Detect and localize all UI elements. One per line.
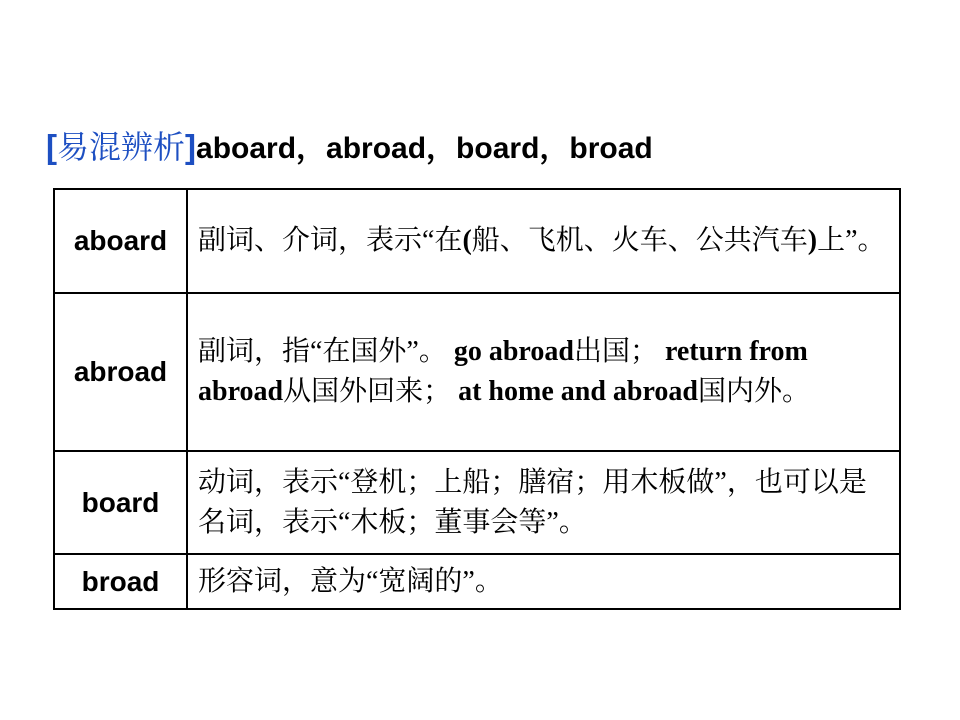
- definition-bold-segment: at home and abroad: [458, 376, 698, 407]
- definition-text-segment: 上”。: [817, 225, 886, 256]
- title-open-bracket: [: [46, 128, 57, 165]
- definition-cell-abroad: [187, 293, 900, 451]
- page-title: [46, 127, 653, 174]
- table-row-broad: [54, 554, 900, 609]
- definition-text-segment: 副词，指“在国外”。: [198, 336, 454, 367]
- table-row-aboard: [54, 189, 900, 293]
- definition-bold-segment: return from abroad: [198, 336, 808, 407]
- word-cell-board: board: [54, 451, 187, 554]
- title-en-words: aboard，abroad，board，broad: [196, 132, 653, 165]
- definition-text-segment: 出国；: [573, 336, 665, 367]
- title-cn-label: 易混辨析: [57, 129, 186, 165]
- table-row-board: [54, 451, 900, 554]
- definition-text-segment: 从国外回来；: [283, 376, 459, 407]
- word-comparison-table: [53, 188, 901, 610]
- definition-cell-aboard: [187, 189, 900, 293]
- definition-cell-board: [187, 451, 900, 554]
- definition-text-segment: 船、飞机、火车、公共汽车: [471, 225, 808, 256]
- definition-cell-broad: [187, 554, 900, 609]
- definition-bold-segment: ): [807, 225, 818, 256]
- word-cell-abroad: abroad: [54, 293, 187, 451]
- definition-text-segment: 国内外。: [697, 376, 810, 407]
- definition-bold-segment: (: [462, 225, 472, 256]
- definition-text-segment: 形容词，意为“宽阔的”。: [198, 565, 503, 597]
- definition-text-segment: 副词、介词，表示“在: [198, 225, 463, 256]
- table-row-abroad: [54, 293, 900, 451]
- word-cell-aboard: aboard: [54, 189, 187, 293]
- title-close-bracket: ]: [185, 128, 197, 165]
- word-cell-broad: broad: [54, 554, 187, 609]
- definition-bold-segment: go abroad: [453, 336, 574, 367]
- definition-text-segment: 动词，表示“登机；上船；膳宿；用木板做”，也可以是名词，表示“木板；董事会等”。: [198, 466, 867, 538]
